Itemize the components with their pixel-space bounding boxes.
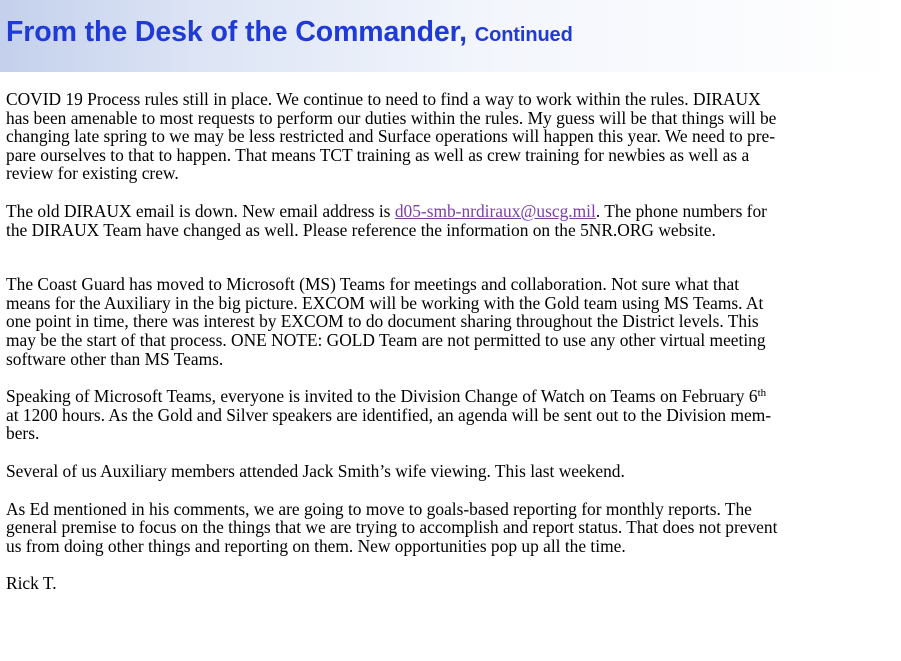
text-line: means for the Auxiliary in the big picture. EXCOM will be working with the Gold team using MS Teams. At — [6, 292, 764, 313]
text-line — [6, 202, 878, 221]
text-line — [6, 387, 878, 406]
paragraph-change-of-watch — [6, 387, 878, 443]
page-title — [6, 14, 573, 53]
email-link[interactable]: d05-smb-nrdiraux@uscg.mil — [394, 200, 596, 221]
text-line: The Coast Guard has moved to Microsoft (MS) Teams for meetings and collaboration. Not sure what that — [6, 274, 740, 295]
text-line: As Ed mentioned in his comments, we are going to move to goals-based reporting for monthly reports. The — [6, 498, 752, 519]
text-line: pare ourselves to that to happen. That means TCT training as well as crew training for newbies as well as a — [6, 144, 750, 165]
paragraph-reporting — [6, 500, 878, 556]
article-body — [6, 90, 878, 593]
text-line: review for existing crew. — [6, 163, 179, 184]
paragraph-ms-teams — [6, 275, 878, 368]
text-line: may be the start of that process. ONE NOTE: GOLD Team are not permitted to use any other virtual meeting — [6, 329, 766, 350]
text-line: Several of us Auxiliary members attended Jack Smith’s wife viewing. This last weekend. — [6, 460, 625, 481]
text-line: at 1200 hours. As the Gold and Silver speakers are identified, an agenda will be sent out to the Division mem- — [6, 404, 772, 425]
title-subtitle: Continued — [474, 24, 573, 46]
signature — [6, 574, 878, 593]
text-segment: Speaking of Microsoft Teams, everyone is invited to the Division Change of Watch on Teams on February 6 — [6, 386, 758, 407]
paragraph-diraux-email — [6, 202, 878, 239]
ordinal-suffix: th — [757, 387, 767, 400]
header-banner — [0, 0, 901, 72]
title-main: From the Desk of the Commander, — [6, 16, 467, 48]
text-line: software other than MS Teams. — [6, 348, 224, 369]
paragraph-viewing — [6, 462, 878, 481]
text-line: has been amenable to most requests to perform our duties within the rules. My guess will be that things will be — [6, 107, 777, 128]
text-line: COVID 19 Process rules still in place. We continue to need to find a way to work within the rules. DIRAUX — [6, 89, 761, 109]
text-segment: . The phone numbers for — [595, 200, 767, 221]
text-line: the DIRAUX Team have changed as well. Please reference the information on the 5NR.ORG website. — [6, 219, 716, 240]
text-line: one point in time, there was interest by EXCOM to do document sharing throughout the District levels. This — [6, 311, 759, 332]
text-line: us from doing other things and reporting on them. New opportunities pop up all the time. — [6, 535, 626, 556]
text-segment: The old DIRAUX email is down. New email address is — [6, 200, 395, 221]
text-line: changing late spring to we may be less restricted and Surface operations will happen this year. We need to pre- — [6, 126, 776, 147]
text-line: bers. — [6, 423, 40, 444]
text-line: general premise to focus on the things that we are trying to accomplish and report status. That does not prevent — [6, 517, 778, 538]
signature-text: Rick T. — [6, 573, 57, 594]
paragraph-covid — [6, 90, 878, 183]
